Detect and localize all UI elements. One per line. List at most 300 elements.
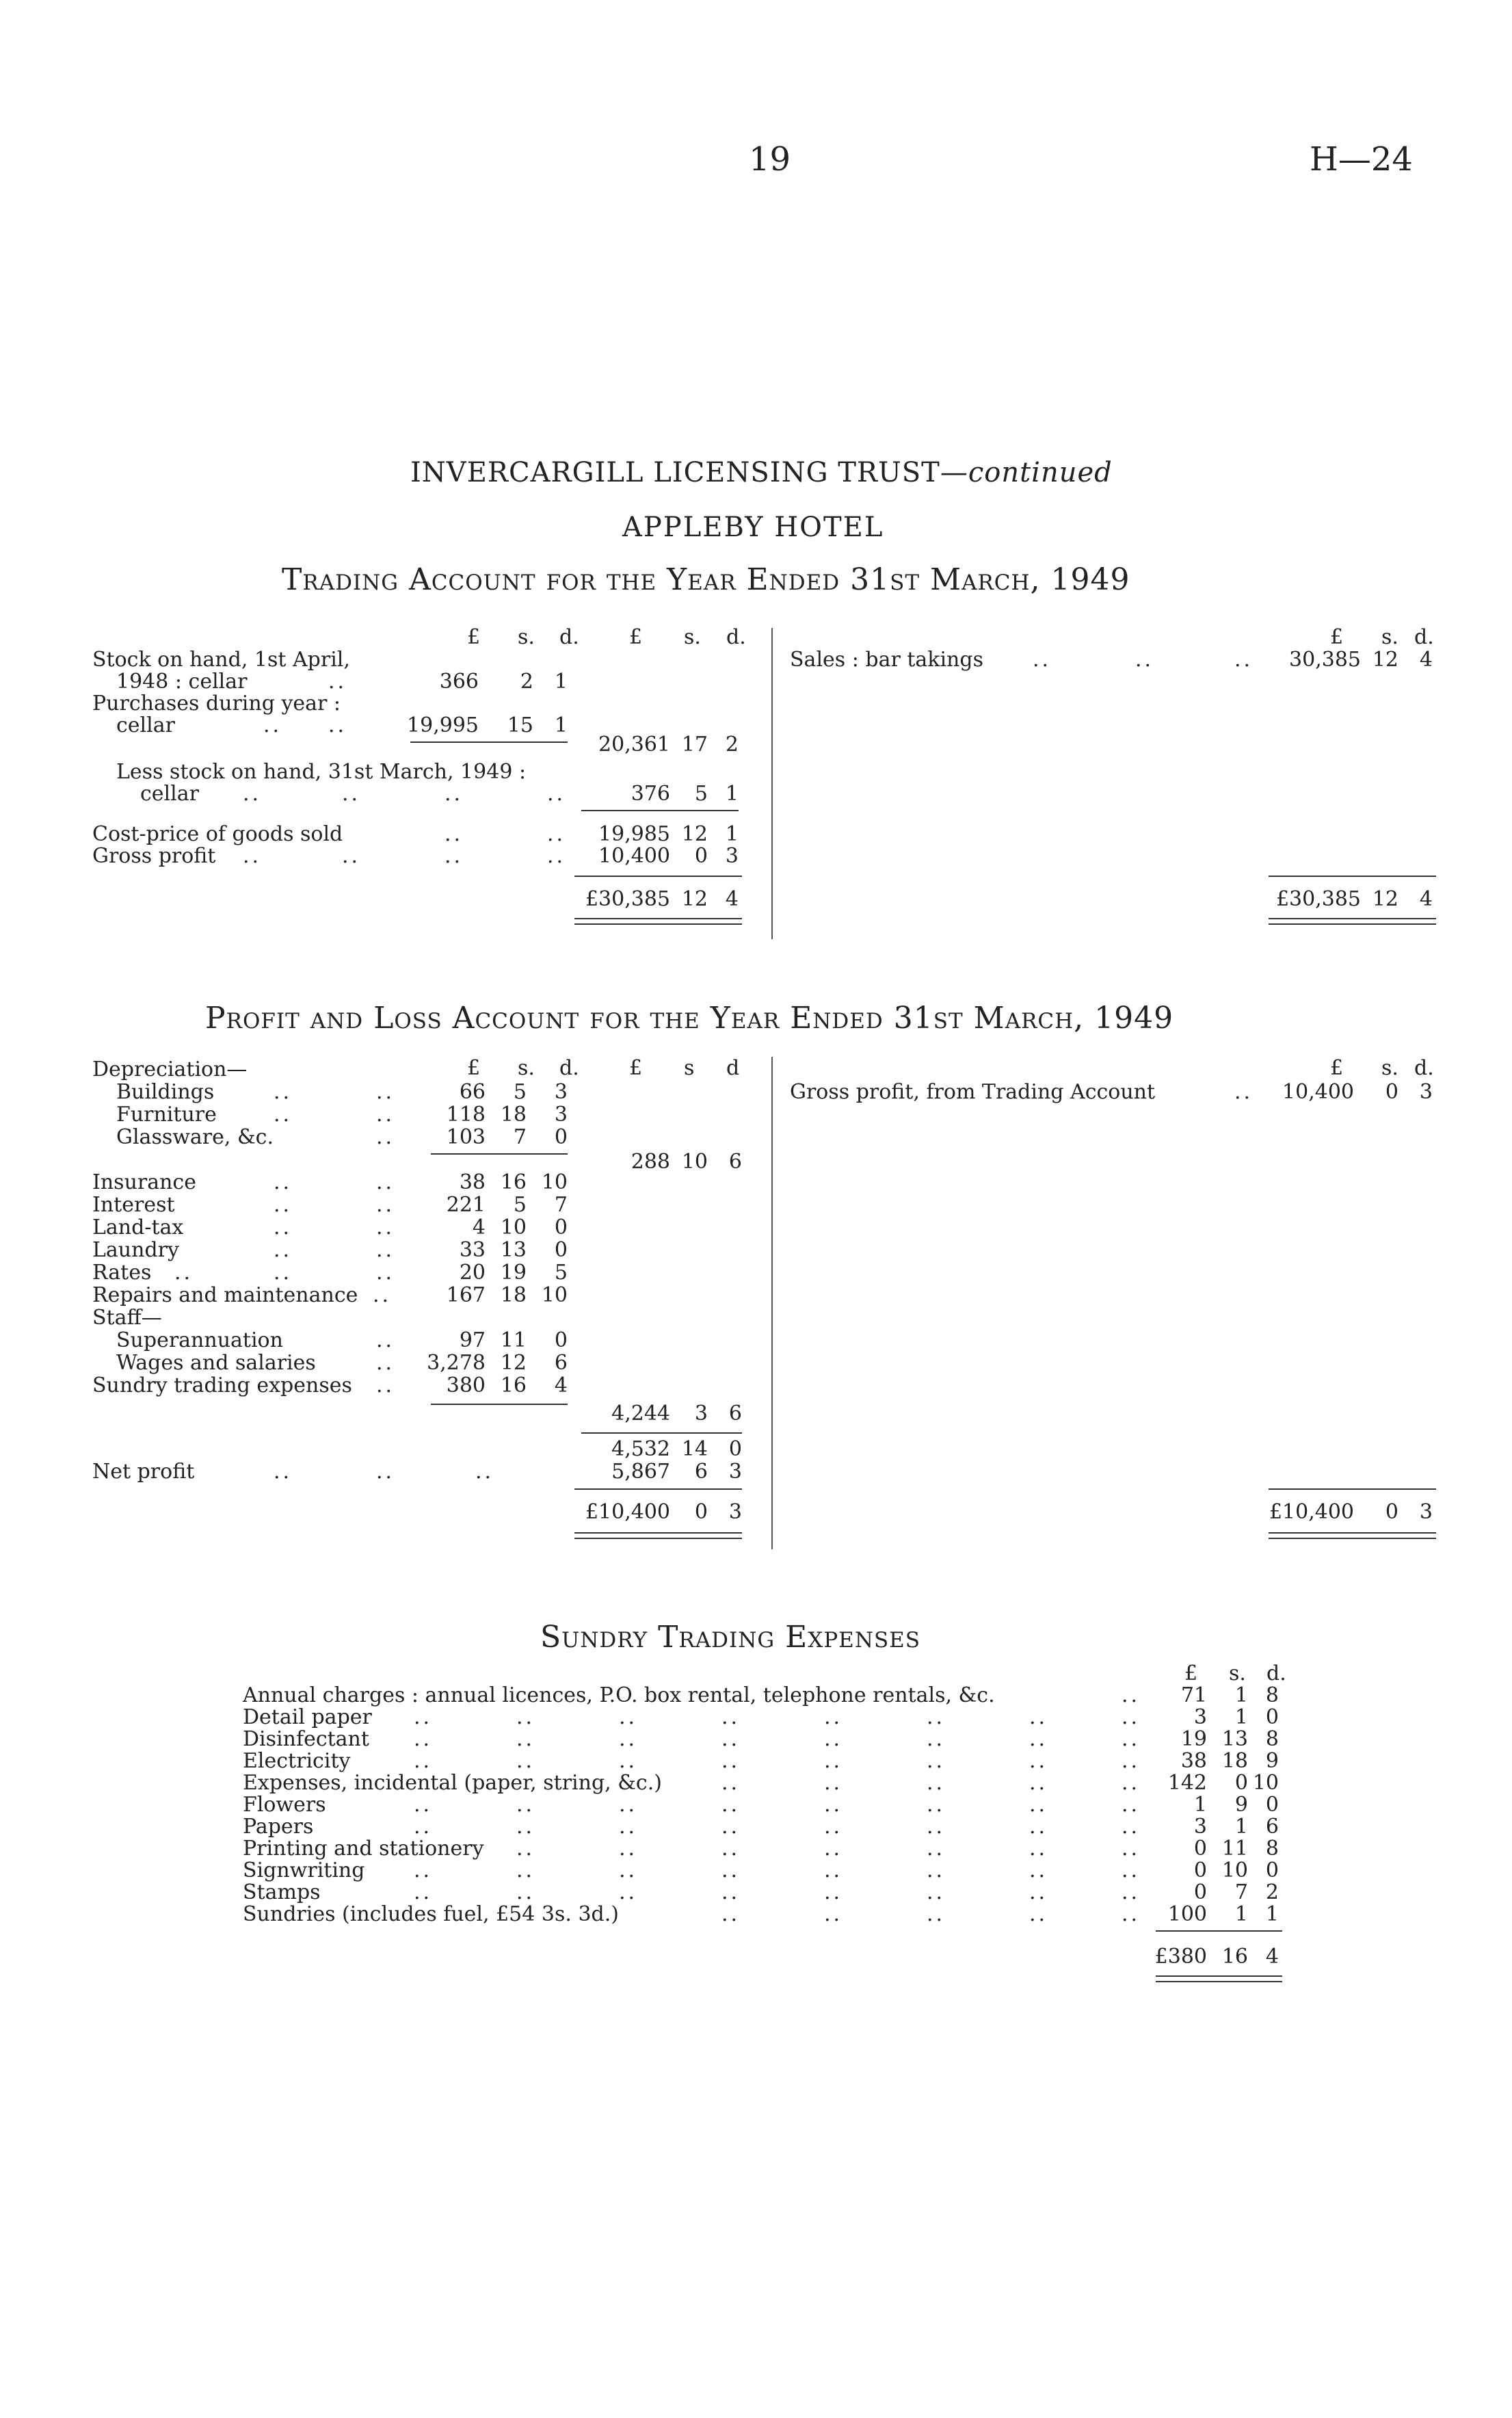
cost-price-label: Cost-price of goods sold [92,822,343,846]
rule [574,918,742,919]
depreciation-item-pence: 3 [554,1080,568,1104]
sundry-item-label: Printing and stationery [243,1837,484,1861]
stock-pounds: 366 [439,670,479,694]
trust-title-suffix: —continued [940,457,1113,488]
leader-dots: .. [274,1193,293,1217]
expense-item-pence: 10 [541,1283,568,1307]
trading-total-left-pounds: £30,385 [585,887,670,911]
sales-pounds: 30,385 [1289,648,1361,672]
expense-item-shillings: 5 [513,1193,527,1217]
expense-item-shillings: 10 [500,1215,527,1239]
expense-item-shillings: 19 [500,1261,527,1285]
sundry-item-pounds: 71 [1180,1683,1207,1707]
sundry-expenses-label: Sundry trading expenses [92,1374,352,1397]
leader-dots: .. [1122,1902,1141,1926]
sundry-total-pounds: £380 [1154,1945,1207,1969]
leader-dots: .. [1029,1837,1048,1861]
trading-left-pence-header-2: d. [726,625,746,649]
leader-dots: .. [174,1261,194,1285]
pl-right-shilling-header: s. [1381,1056,1398,1080]
trading-left-pence-header-1: d. [559,625,579,649]
leader-dots: .. [721,1880,741,1904]
sales-pence: 4 [1419,648,1433,672]
leader-dots: .. [927,1727,946,1751]
trading-account-title: Trading Account for the Year Ended 31st March, 1949 [282,562,1130,597]
trading-total-left-pence: 4 [725,887,739,911]
depreciation-item-label: Buildings [116,1080,215,1104]
sundry-title: Sundry Trading Expenses [540,1620,921,1655]
sundry-item-pence: 2 [1265,1880,1279,1904]
leader-dots: .. [376,1080,395,1104]
leader-dots: .. [376,1374,395,1397]
leader-dots: .. [927,1815,946,1839]
leader-dots: .. [721,1815,741,1839]
leader-dots: .. [927,1771,946,1795]
pl-total-left-pence: 3 [728,1500,742,1524]
sundry-item-shillings: 18 [1221,1749,1248,1773]
rule [574,1538,742,1539]
depreciation-item-shillings: 18 [500,1103,527,1127]
purchases-pence: 1 [554,713,568,737]
depreciation-item-label: Furniture [116,1103,217,1127]
expense-item-label: Land-tax [92,1215,184,1239]
leader-dots: .. [1122,1815,1141,1839]
staff-item-label: Superannuation [116,1328,283,1352]
expenses-total-shillings: 14 [681,1437,708,1461]
gross-profit-pounds: 10,400 [598,844,670,868]
stock-label-line1: Stock on hand, 1st April, [92,648,350,672]
leader-dots: .. [824,1902,843,1926]
leader-dots: .. [414,1815,433,1839]
leader-dots: .. [376,1238,395,1262]
trading-total-left-shillings: 12 [681,887,708,911]
sundry-total-pence: 4 [1265,1945,1279,1969]
expense-item-pounds: 38 [459,1170,486,1194]
leader-dots: .. [376,1193,395,1217]
leader-dots: .. [1122,1749,1141,1773]
leader-dots: .. [824,1727,843,1751]
leader-dots: .. [927,1880,946,1904]
rule [581,810,739,811]
leader-dots: .. [516,1749,535,1773]
leader-dots: .. [376,1351,395,1375]
leader-dots: .. [547,844,566,868]
leader-dots: .. [927,1902,946,1926]
leader-dots: .. [721,1858,741,1882]
leader-dots: .. [445,844,464,868]
rule [431,1153,568,1155]
trading-left-shilling-header-2: s. [684,625,701,649]
sundry-item-shillings: 11 [1221,1837,1248,1861]
leader-dots: .. [1122,1705,1141,1729]
sundry-item-label: Detail paper [243,1705,372,1729]
sundry-item-pence: 6 [1265,1815,1279,1839]
leader-dots: .. [445,782,464,806]
leader-dots: .. [274,1170,293,1194]
pl-right-pound-header: £ [1330,1056,1344,1080]
depreciation-item-shillings: 5 [513,1080,527,1104]
profit-loss-title: Profit and Loss Account for the Year Ended 31st March, 1949 [205,1001,1174,1036]
staff-item-shillings: 11 [500,1328,527,1352]
depreciation-item-pence: 3 [554,1103,568,1127]
leader-dots: .. [721,1727,741,1751]
gross-profit-from-trading-pence: 3 [1419,1080,1433,1104]
leader-dots: .. [1122,1727,1141,1751]
sundry-shilling-header: s. [1229,1661,1246,1685]
sundry-item-pence: 8 [1265,1683,1279,1707]
net-profit-shillings: 6 [694,1460,708,1484]
sundry-item-label: Disinfectant [243,1727,369,1751]
sundry-expenses-pounds: 380 [446,1374,486,1397]
sundry-expenses-shillings: 16 [500,1374,527,1397]
rule [1269,1538,1436,1539]
sundry-item-shillings: 1 [1234,1705,1248,1729]
expense-item-label: Interest [92,1193,175,1217]
leader-dots: .. [1033,648,1052,672]
leader-dots: .. [927,1749,946,1773]
sales-shillings: 12 [1372,648,1398,672]
expense-item-label: Repairs and maintenance [92,1283,358,1307]
expense-item-pounds: 167 [446,1283,486,1307]
leader-dots: .. [547,782,566,806]
leader-dots: .. [824,1705,843,1729]
leader-dots: .. [516,1727,535,1751]
leader-dots: .. [516,1837,535,1861]
leader-dots: .. [414,1858,433,1882]
rule [410,741,568,743]
sundry-item-label: Annual charges : annual licences, P.O. box rental, telephone rentals, &c. [243,1683,995,1707]
expense-item-shillings: 13 [500,1238,527,1262]
leader-dots: .. [619,1880,638,1904]
leader-dots: .. [376,1215,395,1239]
rule [1269,1532,1436,1534]
sundry-pound-header: £ [1184,1661,1198,1685]
rule [574,876,742,877]
leader-dots: .. [824,1815,843,1839]
trading-left-pound-header-2: £ [629,625,643,649]
leader-dots: .. [1029,1902,1048,1926]
sundry-item-pounds: 0 [1193,1858,1207,1882]
staff-item-label: Wages and salaries [116,1351,316,1375]
leader-dots: .. [414,1880,433,1904]
trust-name: INVERCARGILL LICENSING TRUST [410,457,940,488]
sundry-item-shillings: 9 [1234,1793,1248,1817]
leader-dots: .. [1122,1880,1141,1904]
leader-dots: .. [1029,1705,1048,1729]
leader-dots: .. [1122,1858,1141,1882]
leader-dots: .. [1029,1793,1048,1817]
gross-profit-label: Gross profit [92,844,216,868]
leader-dots: .. [1029,1880,1048,1904]
net-profit-pence: 3 [728,1460,742,1484]
expense-item-label: Rates [92,1261,152,1285]
leader-dots: .. [1029,1815,1048,1839]
staff-item-pounds: 97 [459,1328,486,1352]
sundry-item-pounds: 3 [1193,1705,1207,1729]
depreciation-total-pence: 6 [728,1150,742,1174]
leader-dots: .. [274,1261,293,1285]
leader-dots: .. [547,822,566,846]
expense-item-label: Laundry [92,1238,179,1262]
leader-dots: .. [619,1837,638,1861]
leader-dots: .. [1029,1727,1048,1751]
depreciation-item-pounds: 66 [459,1080,486,1104]
items-total-shillings: 3 [694,1402,708,1425]
leader-dots: .. [516,1880,535,1904]
rule [1269,876,1436,877]
leader-dots: .. [414,1705,433,1729]
sundry-expenses-pence: 4 [554,1374,568,1397]
trading-total-right-pounds: £30,385 [1275,887,1361,911]
leader-dots: .. [721,1793,741,1817]
leader-dots: .. [414,1793,433,1817]
pl-total-right-shillings: 0 [1385,1500,1398,1524]
pl-left-pound-header-2: £ [629,1056,643,1080]
leader-dots: .. [376,1103,395,1127]
rule [431,1404,568,1405]
rule [574,1532,742,1534]
gross-profit-shillings: 0 [694,844,708,868]
leader-dots: .. [414,1749,433,1773]
sundry-item-shillings: 7 [1234,1880,1248,1904]
sundry-item-pence: 8 [1265,1727,1279,1751]
rule [574,923,742,925]
cost-price-pence: 1 [725,822,739,846]
trading-left-shilling-header-1: s. [518,625,535,649]
purchases-label-line1: Purchases during year : [92,692,341,715]
sundry-item-label: Expenses, incidental (paper, string, &c.) [243,1771,662,1795]
leader-dots: .. [328,713,347,737]
document-reference: H—24 [1310,140,1413,179]
leader-dots: .. [274,1238,293,1262]
net-profit-label: Net profit [92,1460,195,1484]
sundry-item-shillings: 13 [1221,1727,1248,1751]
depreciation-label: Depreciation— [92,1057,248,1081]
less-stock-label-line2: cellar [140,782,199,806]
pl-total-right-pounds: £10,400 [1269,1500,1354,1524]
gross-profit-from-trading-shillings: 0 [1385,1080,1398,1104]
depreciation-item-shillings: 7 [513,1125,527,1149]
cost-price-shillings: 12 [681,822,708,846]
items-total-pence: 6 [728,1402,742,1425]
leader-dots: .. [516,1705,535,1729]
sundry-item-pounds: 1 [1193,1793,1207,1817]
leader-dots: .. [274,1080,293,1104]
purchases-shillings: 15 [507,713,533,737]
leader-dots: .. [1234,1080,1254,1104]
leader-dots: .. [927,1858,946,1882]
expense-item-pounds: 20 [459,1261,486,1285]
leader-dots: .. [721,1902,741,1926]
leader-dots: .. [1135,648,1154,672]
trading-total-right-shillings: 12 [1372,887,1398,911]
rule [1156,1975,1282,1977]
leader-dots: .. [376,1328,395,1352]
leader-dots: .. [328,670,347,694]
sundry-item-pence: 9 [1265,1749,1279,1773]
leader-dots: .. [927,1837,946,1861]
pl-total-right-pence: 3 [1419,1500,1433,1524]
depreciation-item-pounds: 103 [446,1125,486,1149]
sundry-item-label: Flowers [243,1793,326,1817]
purchases-pounds: 19,995 [407,713,479,737]
purchases-label-line2: cellar [116,713,175,737]
sales-label: Sales : bar takings [790,648,983,672]
net-profit-pounds: 5,867 [611,1460,670,1484]
leader-dots: .. [516,1793,535,1817]
trading-total-right-pence: 4 [1419,887,1433,911]
pl-left-shilling-header-1: s. [518,1056,535,1080]
leader-dots: .. [619,1793,638,1817]
trading-subtotal-pence: 2 [725,733,739,757]
leader-dots: .. [824,1771,843,1795]
expense-item-label: Insurance [92,1170,196,1194]
sundry-item-shillings: 1 [1234,1815,1248,1839]
sundry-item-pence: 0 [1265,1705,1279,1729]
depreciation-total-shillings: 10 [681,1150,708,1174]
leader-dots: .. [516,1858,535,1882]
sundry-item-pounds: 100 [1167,1902,1207,1926]
sundry-total-shillings: 16 [1221,1945,1248,1969]
leader-dots: .. [342,844,361,868]
pl-left-shilling-header-2: s [684,1056,695,1080]
depreciation-total-pounds: 288 [631,1150,670,1174]
profit-loss-divider [771,1057,773,1549]
leader-dots: .. [824,1858,843,1882]
stock-label-line2: 1948 : cellar [116,670,248,694]
pl-total-left-pounds: £10,400 [585,1500,670,1524]
sundry-item-pounds: 0 [1193,1880,1207,1904]
leader-dots: .. [274,1215,293,1239]
staff-label: Staff— [92,1306,162,1330]
sundry-item-pence: 0 [1265,1793,1279,1817]
sundry-item-pounds: 3 [1193,1815,1207,1839]
trading-right-pence-header: d. [1414,625,1434,649]
expense-item-pence: 0 [554,1238,568,1262]
leader-dots: .. [376,1261,395,1285]
leader-dots: .. [373,1283,392,1307]
trading-subtotal-pounds: 20,361 [598,733,670,757]
leader-dots: .. [376,1460,395,1484]
less-stock-shillings: 5 [694,782,708,806]
expenses-total-pounds: 4,532 [611,1437,670,1461]
expense-item-pounds: 221 [446,1193,486,1217]
leader-dots: .. [1234,648,1254,672]
rule [1269,918,1436,919]
leader-dots: .. [824,1837,843,1861]
leader-dots: .. [721,1837,741,1861]
items-total-pounds: 4,244 [611,1402,670,1425]
rule [1156,1981,1282,1982]
leader-dots: .. [721,1705,741,1729]
depreciation-item-label: Glassware, &c. [116,1125,274,1149]
rule [1269,923,1436,925]
trading-divider [771,628,773,939]
sundry-item-pence: 1 [1265,1902,1279,1926]
page-number: 19 [749,140,791,179]
leader-dots: .. [376,1170,395,1194]
leader-dots: .. [1029,1771,1048,1795]
leader-dots: .. [1122,1683,1141,1707]
pl-left-pence-header-2: d [726,1056,740,1080]
rule [1156,1930,1282,1932]
sundry-item-pence: 8 [1265,1837,1279,1861]
rule [581,1432,742,1434]
sundry-item-pounds: 0 [1193,1837,1207,1861]
leader-dots: .. [1029,1749,1048,1773]
less-stock-pounds: 376 [631,782,670,806]
leader-dots: .. [342,782,361,806]
leader-dots: .. [414,1727,433,1751]
expense-item-pence: 10 [541,1170,568,1194]
expense-item-pounds: 33 [459,1238,486,1262]
staff-item-pence: 0 [554,1328,568,1352]
sundry-item-shillings: 0 [1234,1771,1248,1795]
sundry-item-shillings: 1 [1234,1683,1248,1707]
rule [574,1488,742,1490]
expense-item-shillings: 16 [500,1170,527,1194]
sundry-pence-header: d. [1266,1661,1286,1685]
leader-dots: .. [721,1749,741,1773]
cost-price-pounds: 19,985 [598,822,670,846]
expense-item-pence: 5 [554,1261,568,1285]
expense-item-shillings: 18 [500,1283,527,1307]
leader-dots: .. [445,822,464,846]
leader-dots: .. [721,1771,741,1795]
sundry-item-label: Sundries (includes fuel, £54 3s. 3d.) [243,1902,619,1926]
sundry-item-pence: 10 [1252,1771,1279,1795]
sundry-item-label: Signwriting [243,1858,365,1882]
rule [1269,1488,1436,1490]
sundry-item-pounds: 19 [1180,1727,1207,1751]
leader-dots: .. [619,1815,638,1839]
leader-dots: .. [243,782,262,806]
less-stock-label-line1: Less stock on hand, 31st March, 1949 : [116,760,527,784]
hotel-title: APPLEBY HOTEL [622,512,884,543]
leader-dots: .. [824,1793,843,1817]
pl-left-pound-header-1: £ [467,1056,481,1080]
sundry-item-shillings: 10 [1221,1858,1248,1882]
trading-left-pound-header-1: £ [467,625,481,649]
staff-item-shillings: 12 [500,1351,527,1375]
leader-dots: .. [274,1460,293,1484]
leader-dots: .. [1122,1793,1141,1817]
sundry-item-label: Papers [243,1815,314,1839]
leader-dots: .. [927,1705,946,1729]
pl-left-pence-header-1: d. [559,1056,579,1080]
sundry-item-label: Stamps [243,1880,321,1904]
leader-dots: .. [376,1125,395,1149]
leader-dots: .. [824,1880,843,1904]
sundry-item-pounds: 38 [1180,1749,1207,1773]
leader-dots: .. [1122,1771,1141,1795]
leader-dots: .. [243,844,262,868]
pl-total-left-shillings: 0 [694,1500,708,1524]
leader-dots: .. [516,1815,535,1839]
sundry-item-label: Electricity [243,1749,351,1773]
trading-right-shilling-header: s. [1381,625,1398,649]
less-stock-pence: 1 [725,782,739,806]
staff-item-pounds: 3,278 [427,1351,486,1375]
sundry-item-pounds: 142 [1167,1771,1207,1795]
sundry-item-shillings: 1 [1234,1902,1248,1926]
leader-dots: .. [619,1727,638,1751]
leader-dots: .. [1029,1858,1048,1882]
depreciation-item-pounds: 118 [446,1103,486,1127]
expense-item-pounds: 4 [472,1215,486,1239]
leader-dots: .. [274,1103,293,1127]
stock-pence: 1 [554,670,568,694]
